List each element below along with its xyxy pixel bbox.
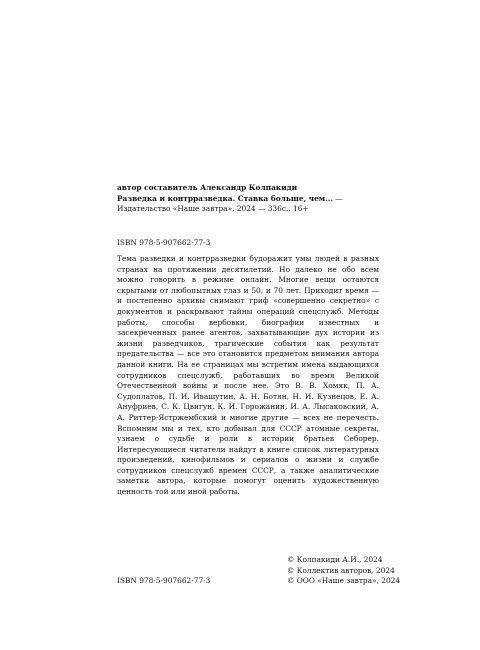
- author-line: автор составитель Александр Колпакиди: [117, 183, 298, 192]
- annotation-text: Тема разведки и контрразведки будоражит умы людей в разных странах на протяжении десятилетий. Но далеко не обо всем можно говорить в режиме онлайн. Многие вещи остаются скрытыми от любопытных глаз и 50, и 70 лет. Приходит время — и постепенно архивы снимают гриф «совершенно секретно» с документов и раскрывают тайны операций спецслужб. Методы работы, способы вербовки, биографии известных и засекреченных ранее агентов, захватывающие дух истории из жизни разведчиков, трагические события как результат предательства — все это становится предметом внимания автора данной книги. На ее страницах мы встретим имена выдающихся сотрудников спецслужб, работавших во время Великой Отечественной войны и после нее. Это В. В. Хомяк, П. А. Судоплатов, П. И. Ивашутин, А. Н. Ботян, Н. И. Кузнецов, Е. А. Ануфриев, С. К. Цвигун, К. И. Горожанин, И. А. Лысаковский, А. А. Риттер-Ястржембский и многие другие — всех не перечесть. Вспомним мы и тех, кто добывал для СССР атомные секреты, узнаем о судьбе и роли в истории братьев Себорер. Интересующиеся читатели найдут в книге список литературных произведений, кинофильмов и сериалов о жизни и службе сотрудников спецслужб времен СССР, а также аналитические заметки автора, которые помогут оценить художественную ценность той или иной работы.: [117, 254, 379, 497]
- isbn-bottom: ISBN 978-5-907662-77-3: [117, 576, 211, 585]
- annotation: [117, 254, 379, 498]
- book-title: Разведка и контрразведка. Ставка больше, чем...: [117, 193, 333, 203]
- copyright-line: © ООО «Наше завтра», 2024: [287, 576, 401, 586]
- publication-details: — Издательство «Наше завтра», 2024 — 336с., 16+: [117, 193, 343, 214]
- bibliographic-entry: [117, 183, 379, 215]
- isbn-top: ISBN 978-5-907662-77-3: [117, 238, 211, 247]
- title-line: [117, 194, 379, 215]
- copyright-block: [287, 555, 400, 587]
- copyright-line: © Коллектив авторов, 2024: [287, 565, 395, 575]
- copyright-line: © Колпакиди А.И., 2024: [287, 555, 383, 564]
